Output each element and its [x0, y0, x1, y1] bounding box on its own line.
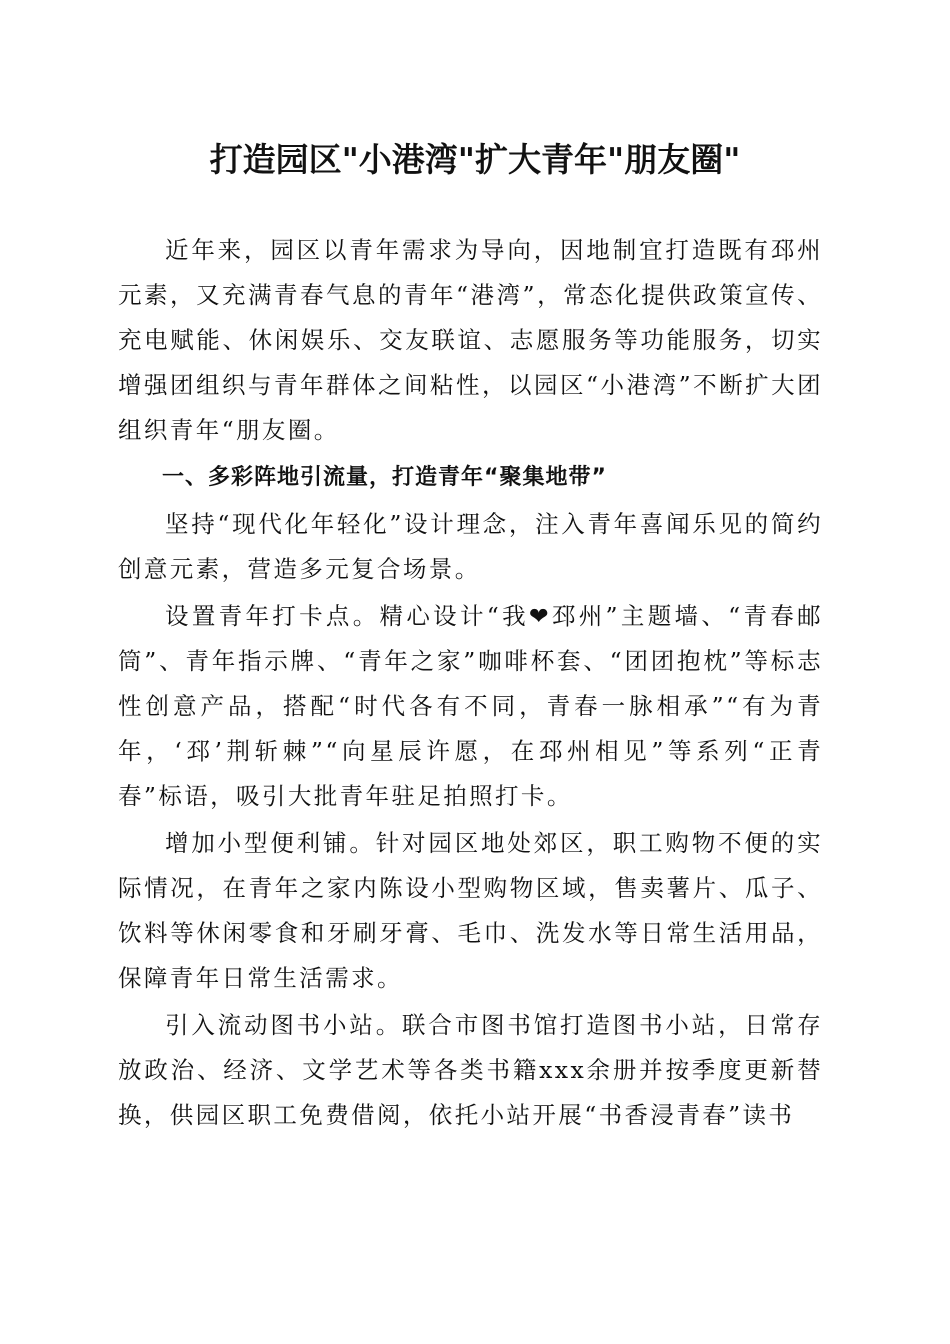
- document-body: [118, 228, 823, 1140]
- document-title: 打造园区"小港湾"扩大青年"朋友圈": [209, 140, 741, 179]
- paragraph-intro: 近年来，园区以青年需求为导向，因地制宜打造既有邳州元素，又充满青春气息的青年“港湾”，常态化提供政策宣传、充电赋能、休闲娱乐、交友联谊、志愿服务等功能服务，切实增强团组织与青年群体之间粘性，以园区“小港湾”不断扩大团组织青年“朋友圈。: [118, 236, 823, 444]
- paragraph-checkin-point: 设置青年打卡点。精心设计“我❤邳州”主题墙、“青春邮筒”、青年指示牌、“青年之家”咖啡杯套、“团团抱枕”等标志性创意产品，搭配“时代各有不同，青春一脉相承”“有为青年，‘邳’荆斩棘”“向星辰许愿，在邳州相见”等系列“正青春”标语，吸引大批青年驻足拍照打卡。: [118, 602, 823, 810]
- paragraph-design-concept: 坚持“现代化年轻化”设计理念，注入青年喜闻乐见的简约创意元素，营造多元复合场景。: [118, 510, 823, 583]
- paragraph-convenience-store: 增加小型便利铺。针对园区地处郊区，职工购物不便的实际情况，在青年之家内陈设小型购物区域，售卖薯片、瓜子、饮料等休闲零食和牙刷牙膏、毛巾、洗发水等日常生活用品，保障青年日常生活需求。: [118, 829, 823, 992]
- paragraph-book-station: 引入流动图书小站。联合市图书馆打造图书小站，日常存放政治、经济、文学艺术等各类书籍xxx余册并按季度更新替换，供园区职工免费借阅，依托小站开展“书香浸青春”读书: [118, 1011, 823, 1129]
- section-heading: 一、多彩阵地引流量，打造青年“聚集地带”: [162, 465, 607, 490]
